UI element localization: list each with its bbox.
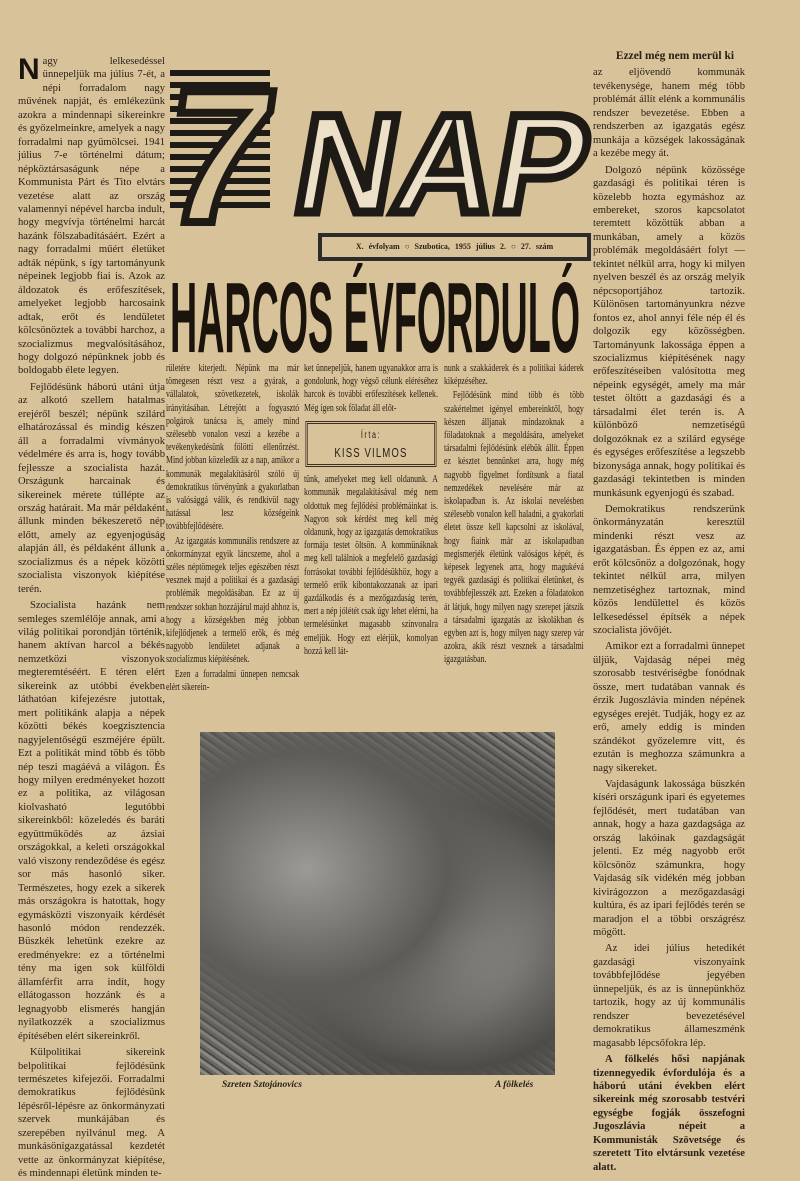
paragraph: ket ünnepeljük, hanem ugyanakkor arra is gondolunk, hogy végső célunk eléréséhez harcok és további erőfeszítések kellenek. Még igen sok föladat áll előt- — [304, 363, 438, 414]
paragraph-text: agy lelkesedéssel ünnepeljük ma július 7-ét, a népi forradalom nagy művének napját, és emlékezünk azokra a mindennapi sikereinkre és győzelmeinkre, amelyek a nagy forradalmi nap gyümölcsei. 1941 július 7-e történelmi dátum; népköztársaságunk népe a Kommunista Párt és Tito elvtárs vezetése alatt az ország valamennyi népével harcba indult, hogy megvívja történelmi harcát hazánk fölszabadításáért. Ezért a nagy forradalmi műért életüket adták népünk, s így tartományunk népeinek legjobb fiai is. Azok az áldozatok és erőfeszítések, amelyeket legjobb harcosaink adtak, erőt és lendületet kölcsönöztek a további harchoz, a szocializmus megvalósításához, hogy dolgozó népünknek jobb és boldogabb élete legyen. — [18, 56, 165, 377]
paragraph — [18, 55, 165, 378]
paragraph: nunk a szakkáderek és a politikai káderek kiképzéséhez. — [444, 363, 584, 388]
paragraph: Dolgozó népünk közössége gazdasági és politikai téren is közelebb hozta egymáshoz az embereket, szoros kapcsolatot teremtett közöttük abban a munkában, amely a közös problémák megoldásáért folyt — tekintet nélkül arra, hogy ki milyen nyelven beszél és az ország melyik népcsoportjához tartozik. Különösen tartományunkra nézve fontos ez, ahol annyi féle nép él és dolgozik egy közösségben. Tartományunk lakossága éppen a szocializmus kiépítésének nagy erőfeszítéseiben valósította meg népeink egységét, amely ma már testet öltött a gazdasági és a társadalmi élet terén is. A különböző nemzetiségű dolgozóknak ez a szilárd egysége és egységes erőfeszítése a legszebb bizonysága annak, hogy politikai és gazdasági tekintetben is minden munkásunk egyenjogú és szabad. — [593, 164, 745, 499]
lead-line: Ezzel még nem merül ki — [615, 50, 735, 62]
photo-caption-artist: Szreten Sztojánovics — [222, 1080, 302, 1090]
headline-text: HARCOS ÉVFORDULÓ — [170, 262, 580, 374]
paragraph: Az igazgatás kommunális rendszere az önkormányzat egyik láncszeme, ahol a széles néptömegek teljes egészében részt vesznek majd a politikai és a gazdasági problémák megoldásában. Ez az új rendszer sokban hozzájárul majd ahhoz is, hogy a községekben még jobban kifejlődjenek a termelő erők, és még nagyobb lendületet adjanak a szocializmus kiépítésének. — [166, 535, 300, 666]
paragraph: Ezen a forradalmi ünnepen nemcsak elért sikerein- — [166, 668, 300, 693]
paragraph: Az idei július hetedikét gazdasági viszonyaink továbbfejlődése jegyében ünnepeljük, és az is ünnepünkhöz tartozik, hogy az új kommunális rendszer bevezetésével demokratikus állameszménk magasabb lépcsőfokra lép. — [593, 943, 745, 1049]
article-column-1 — [18, 53, 165, 1180]
artwork-photo — [200, 732, 555, 1075]
article-column-3 — [304, 362, 438, 730]
article-column-2 — [166, 362, 299, 730]
paragraph: Demokratikus rendszerünk önkormányzatán keresztül mindenki részt vesz az igazgatásban. És éppen ez az, ami erőt kölcsönöz a dolgozónak, hogy tekintet nélkül arra, milyen nemzetiséghez tartoznak, mind közös lendülettel és közös lelkesedéssel építsék a népek szocialista jövőjét. — [593, 503, 745, 637]
byline-box — [305, 421, 436, 467]
logo-number: 7 — [151, 50, 288, 263]
paragraph: Vajdaságunk lakossága büszkén kíséri országunk ipari és egyetemes fejlődését, mert tudatában van annak, hogy a haza gazdagsága az ország lakóinak gazdagságát jelenti. Ez még nagyobb erőt kölcsönöz számunkra, hogy Vajdaság sík vidékén még jobban kivirágozzon a mezőgazdasági kultúra, és az ipari fejlődés terén se maradjon el a többi országrész mögött. — [593, 779, 745, 938]
article-column-4 — [444, 362, 584, 730]
byline-author: KISS VILMOS — [334, 445, 408, 461]
article-column-5 — [593, 50, 745, 1173]
paragraph: Szocialista hazánk nem semleges szemlélője annak, ami a világ politikai porondján történik, hanem aktívan harcol a békés nemzetközi viszonyok megteremtéséért. E téren elért sikereink az utóbbi években láthatóan kifejezésre jutottak, mert politikánk alapja a népek közötti békés koegzisztencia nagyjelentőségű eszméjére épült. Ezt a politikát mind több és több nép teszi magáévá a világon. És hogy milyen eredményeket hozott ez a politika, az világosan kiolvasható legutóbbi sikereinkből: közeledés és baráti együttműködés az ázsiai országokkal, a keleti országokkal való viszony rendeződése és egész sor más hasonló siker. Természetes, hogy ezek a sikerek más országokra is hatottak, hogy egymásközti viszonyaik kérdését hasonló módon rendezzék. Büszkék lehetünk ezekre az eredményekre: ez a történelmi tény ma igen sok külföldi államférfit arra indít, hogy ellátogasson hozzánk és a legnagyobb elismerés hangján nyilatkozzék a szocializmus építésében elért sikereinkről. — [18, 600, 165, 1042]
byline-label: Írta: — [360, 429, 382, 441]
headline — [168, 262, 584, 374]
paragraph: Fejlődésünk mind több és több szakértelmet igényel embereinktől, hogy készen álljanak mindazoknak a föladatoknak a megoldására, amelyeket társadalmi fejlődésünk elébük állít. Éppen ez késztet bennünket arra, hogy még nagyobb figyelmet fordítsunk a fiatal nemzedékek nevelésére már az iskolapadban is. Az iskolai nevelésben szélesebb vonalon kell haladni, a gyakorlati életet össze kell kapcsolni az iskolával, hogy fiaink már az iskolapadban megismerjék életünk valóságos képét, és képesek legyenek arra, hogy magukévá tegyék gazdasági és politikai életünket, és továbbfejlesszék azt. Ezeken a föladatokon át látjuk, hogy milyen nagy szerepet játszik a társadalmi igazgatás az iskolákban és egyben azt is, hogy milyen nagy szerep vár azokra, akik részt vesznek a társadalmi igazgatásban. — [444, 390, 584, 666]
paragraph: tünk, amelyeket meg kell oldanunk. A kommunák megalakításával még nem oldottuk meg fejlődési problémáinkat is. Nagyon sok kérdést meg kell még oldanunk, hogy az igazgatás demokratikus formája testet öltsön. A kommünáknak meg kell találniok a megfelelő gazdasági forrásokat további fejlődésükhöz, hogy a termelő erők kibontakozzanak az ipari gazdálkodás és a mezőgazdaság terén, mert a nép jólétét csak úgy lehet elérni, ha termelésünket magasabb színvonalra emeljük. Hogy ezt elérjük, komolyan hozzá kell lát- — [304, 474, 438, 657]
paragraph: rületére kiterjedt. Népünk ma már tömegesen részt vesz a gyárak, a vállalatok, szövetkezetek, iskolák irányításában. Létrejött a fogyasztó polgárok tanácsa is, amely mind szélesebb vonalon veszi a kezébe a tevékenykedésünk fölötti ellenőrzést. Mind jobban közeledik az a nap, amikor a kommunák megalakításáról szóló új demokratikus törvényünk a gyakorlatban is valósággá válik, és rendkívül nagy hatással lesz községeink továbbfejlődésére. — [166, 363, 300, 533]
dateline: X. évfolyam ○ Szubotica, 1955 július 2. ○ 27. szám — [318, 233, 591, 261]
paragraph: Amikor ezt a forradalmi ünnepet üljük, Vajdaság népei még szorosabb testvériségbe fonódnak össze, mert tudatában vannak és érzik Jugoszlávia minden népének egységes erejét. Tudják, hogy ez az erő, amely eddig is minden szándékot győzelemre vitt, és ezután is meghozza számunkra a nagy sikereket. — [593, 641, 745, 774]
paragraph: Külpolitikai sikereink belpolitikai fejlődésünk természetes kifejezői. Forradalmi demokratikus fejlődésünk lépésről-lépésre az önkormányzati szervek munkájában és szerepében nyilvánul meg. A munkásönigazgatással kezdetét vette az önkormányzat kiépítése, és mindennapi életünk minden te- — [18, 1047, 165, 1180]
drop-cap: N — [18, 53, 40, 86]
logo-word: NAP — [284, 84, 608, 242]
photo-caption-title: A fölkelés — [495, 1080, 534, 1090]
paragraph: az eljövendő kommunák tevékenysége, hanem még több problémát állít elénk a kommunális rendszer bevezetése. Ebben a rendszerben az igazgatás egész munkája a községek lakosságának a kezébe megy át. — [593, 67, 745, 160]
paragraph: Fejlődésünk háború utáni útja az alkotó szellem hatalmas erejéről beszél; népünk szilárd elhatározással és mindig készen áll a forradalmi vívmányok védelmére és arra is, hogy tovább fejlessze a szocialista hazát. Országunk harcainak és sikereinek mérete túllépte az ország határait. Ma már példaként állunk minden békeszerető nép előtt, amely az egyenjogúság alapján áll, és példaként állunk a szocializmus és a népek közötti szocialista viszonyok kiépítése terén. — [18, 381, 165, 595]
paragraph: A fölkelés hősi napjának tizennegyedik évfordulója és a háború utáni években elért sikereink még szorosabb testvéri egységbe fogják összefogni Jugoszlávia népeit a Kommunisták Szövetsége és szeretett Tito elvtársunk vezetése alatt. — [593, 1054, 745, 1173]
